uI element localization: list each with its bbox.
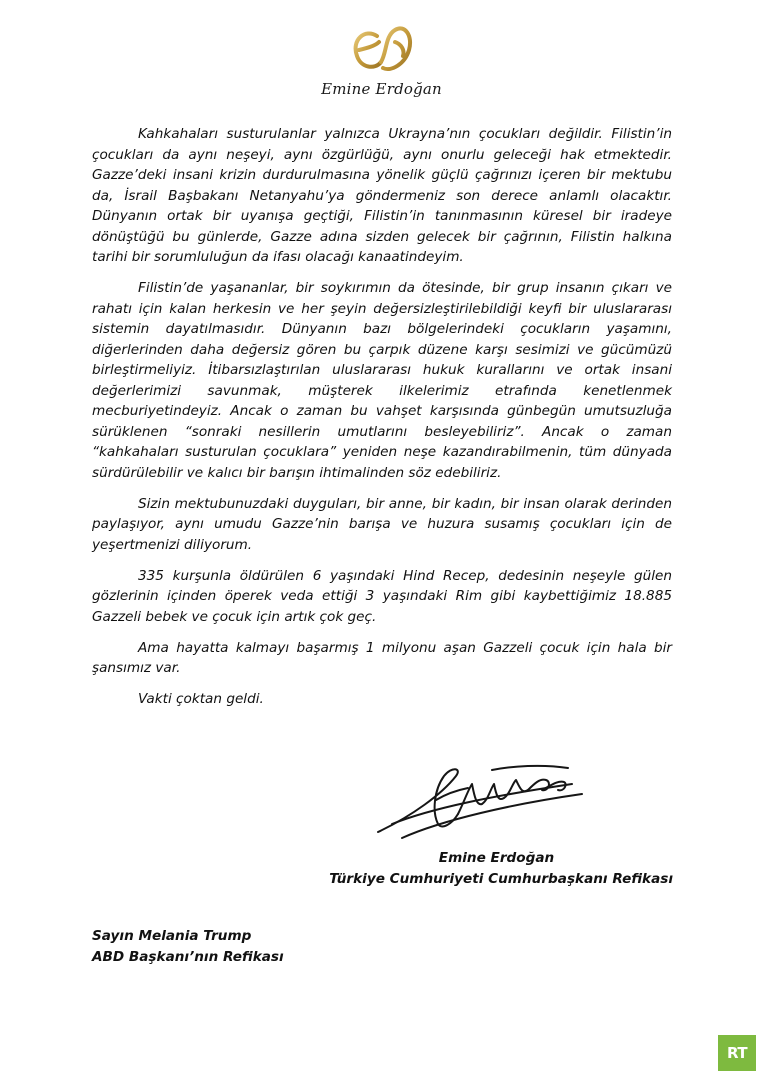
rt-watermark-badge: RT	[718, 1035, 756, 1071]
closing-line: Vakti çoktan geldi.	[138, 691, 264, 707]
recipient-block	[92, 926, 284, 968]
letter-body	[92, 124, 672, 720]
paragraph: Filistin’de yaşananlar, bir soykırımın da ötesinde, bir grup insanın çıkarı ve rahatı için kalan herkesin ve her şeyin değersizleştirilebildiği keyfi bir uluslararası sistemin dayatılmasıdır. Dünyanın bazı bölgelerindeki çocukların yaşamını, diğerlerinden daha değersiz gören bu çarpık düzene karşı sesimizi ve gücümüzü birleştirmeliyiz. İtibarsızlaştırılan uluslararası hukuk kurallarını ve ortak insani değerlerimizi savunmak, müşterek ilkelerimiz etrafında kenetlenmek mecburiyetindeyiz. Ancak o zaman bu vahşet karşısında günbegün umutsuzluğa sürüklenen “sonraki nesillerin umutlarını besleyebiliriz”. Ancak o zaman “kahkahaları susturulan çocuklara” yeniden neşe kazandırabilmenin, tüm dünyada sürdürülebilir ve kalıcı bir barışın ihtimalinden söz edebiliriz.	[92, 280, 672, 481]
signature-block	[290, 848, 673, 890]
paragraph: 335 kurşunla öldürülen 6 yaşındaki Hind Recep, dedesinin neşeyle gülen gözlerinin içinden öperek veda ettiği 3 yaşındaki Rim gibi kaybettiğimiz 18.885 Gazzeli bebek ve çocuk için artık çok geç.	[92, 567, 672, 625]
letterhead	[0, 22, 763, 80]
paragraph: Ama hayatta kalmayı başarmış 1 milyonu aşan Gazzeli çocuk için hala bir şansımız var.	[92, 639, 672, 676]
signer-name: Emine Erdoğan	[438, 850, 555, 866]
recipient-name: Sayın Melania Trump	[92, 928, 252, 944]
paragraph: Sizin mektubunuzdaki duyguları, bir anne, bir kadın, bir insan olarak derinden paylaşıyor, aynı umudu Gazze’nin barışa ve huzura susamış çocukları için de yeşertmenizi diliyorum.	[92, 495, 672, 553]
handwritten-signature	[372, 754, 592, 844]
recipient-title: ABD Başkanı’nın Refikası	[92, 949, 284, 965]
paragraph: Kahkahaları susturulanlar yalnızca Ukrayna’nın çocukları değildir. Filistin’in çocukları da aynı neşeyi, aynı özgürlüğü, aynı onurlu geleceği hak etmektedir. Gazze’deki insani krizin durdurulmasına yönelik güçlü çağrınızı içeren bir mektubu da, İsrail Başbakanı Netanyahu’ya göndermeniz son derece anlamlı olacaktır. Dünyanın ortak bir uyanışa geçtiği, Filistin’in tanınmasının küresel bir iradeye dönüştüğü bu günlerde, Gazze adına sizden gelecek bir çağrının, Filistin halkına tarihi bir sorumluluğun da ifası olacağı kanaatindeyim.	[92, 126, 672, 265]
monogram-logo	[347, 22, 417, 80]
signer-title: Türkiye Cumhuriyeti Cumhurbaşkanı Refikası	[329, 871, 673, 887]
letterhead-name: Emine Erdoğan	[321, 80, 442, 98]
